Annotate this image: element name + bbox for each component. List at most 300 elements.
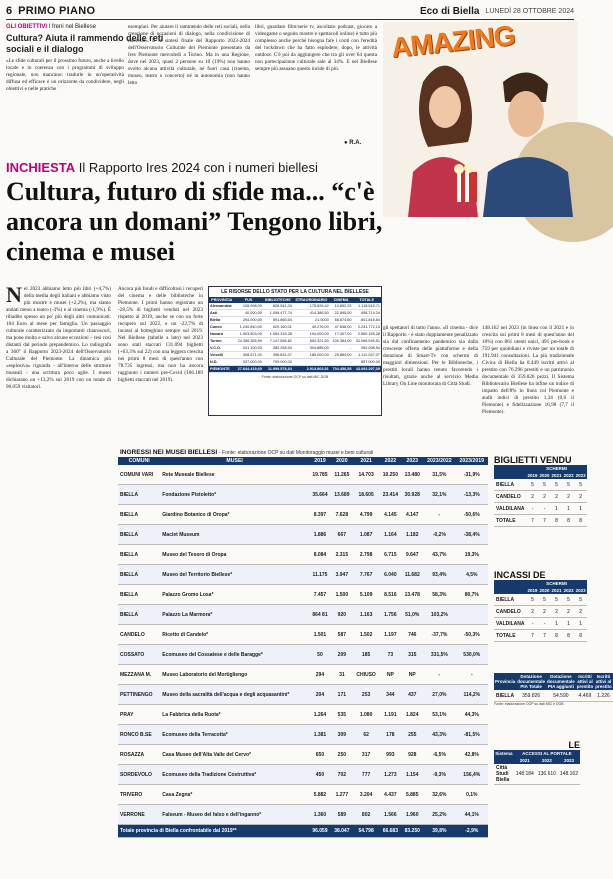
museums-cell: 6.715 bbox=[379, 545, 401, 565]
year-cell: 2020 bbox=[539, 473, 550, 478]
access-label: Sistema bbox=[495, 751, 513, 756]
museums-cell: Casa Museo dell'Alta Valle del Cervo* bbox=[160, 745, 309, 765]
library-header-cell: Dotazione documentale PIA Totale bbox=[517, 674, 546, 689]
museums-header-cell: 2023/2019 bbox=[456, 457, 488, 465]
side-row bbox=[494, 618, 587, 630]
resources-cell: N.D. bbox=[209, 359, 234, 366]
museums-cell: 42,8% bbox=[456, 745, 488, 765]
museums-row bbox=[118, 505, 488, 525]
museums-header-cell: MUSEI bbox=[160, 457, 309, 465]
side-cell: 2 bbox=[575, 606, 587, 618]
side-row bbox=[494, 479, 587, 491]
access-empty bbox=[494, 757, 514, 764]
side-cell: 5 bbox=[551, 479, 563, 491]
museums-cell: SORDEVOLO bbox=[118, 765, 160, 785]
side-cell: 1 bbox=[575, 503, 587, 515]
museums-total-cell: -2,9% bbox=[456, 825, 488, 838]
museums-cell: 928 bbox=[401, 745, 423, 765]
museums-cell: 2.315 bbox=[331, 545, 353, 565]
year-cell: 2022 bbox=[563, 588, 574, 593]
museums-cell: 44,1% bbox=[456, 805, 488, 825]
header-divider bbox=[6, 19, 574, 20]
library-table bbox=[494, 673, 613, 702]
museums-cell: Museo del Tesoro di Oropa bbox=[160, 545, 309, 565]
side-cell: 8 bbox=[563, 630, 575, 642]
resources-cell: 66.874,60 bbox=[330, 317, 353, 324]
side-header-cell bbox=[494, 465, 527, 472]
museums-cell: 93,4% bbox=[423, 565, 455, 585]
access-table bbox=[494, 750, 580, 785]
side-cell: CANDELO bbox=[494, 606, 527, 618]
museums-cell: 114,2% bbox=[456, 685, 488, 705]
museums-cell: -81,5% bbox=[456, 725, 488, 745]
museums-cell: -38,4% bbox=[456, 525, 488, 545]
museums-cell: VERRONE bbox=[118, 805, 160, 825]
resources-cell: - bbox=[330, 359, 353, 366]
resources-table-title: LE RISORSE DELLO STATO PER LA CULTURA NEL BIELLESE bbox=[221, 289, 369, 295]
resources-cell: - bbox=[330, 345, 353, 352]
side-cell: 2 bbox=[575, 491, 587, 503]
museums-row bbox=[118, 545, 488, 565]
museums-cell: BIELLA bbox=[118, 605, 160, 625]
library-cell: 54.590 bbox=[546, 690, 576, 702]
income-panel bbox=[494, 570, 586, 642]
resources-cell: 709.000,00 bbox=[263, 359, 293, 366]
side-row bbox=[494, 515, 587, 527]
poster-brand-text: AMAZING bbox=[389, 19, 516, 64]
museums-cell: 43,3% bbox=[423, 725, 455, 745]
side-cell: BIELLA bbox=[494, 479, 527, 491]
museums-total-cell: 54.798 bbox=[353, 825, 380, 838]
museums-cell: 3.947 bbox=[331, 565, 353, 585]
side-row bbox=[494, 491, 587, 503]
museums-cell: 864 81 bbox=[309, 605, 331, 625]
museums-cell: 1.566 bbox=[379, 805, 401, 825]
museums-cell: PETTINENGO bbox=[118, 685, 160, 705]
museums-cell: - bbox=[423, 505, 455, 525]
side-cell: 8 bbox=[551, 515, 563, 527]
museums-source: - Fonte: elaborazione OCP su dati Monitoraggio musei e beni culturali bbox=[218, 450, 374, 456]
side-cell: 1 bbox=[563, 618, 575, 630]
resources-cell: 47.838,00 bbox=[330, 324, 353, 331]
resources-cell: 24.356.355,59 bbox=[234, 338, 262, 345]
museums-cell: 10.250 bbox=[379, 465, 401, 485]
museums-cell: 2.798 bbox=[353, 545, 380, 565]
income-title: INCASSI DE bbox=[494, 570, 546, 580]
resources-cell: 1.118.518,71 bbox=[353, 303, 381, 310]
library-header-row bbox=[494, 673, 613, 690]
resources-cell: Cuneo bbox=[209, 324, 234, 331]
year-cell: 2021 bbox=[551, 473, 562, 478]
section-title: PRIMO PIANO bbox=[18, 5, 96, 17]
resources-cell: 294.000,00 bbox=[234, 317, 262, 324]
movie-poster-image bbox=[383, 19, 578, 217]
resources-row bbox=[209, 310, 381, 317]
museums-cell: 317 bbox=[353, 745, 380, 765]
side-cell: TOTALE bbox=[494, 630, 527, 642]
access-header-row bbox=[494, 750, 580, 757]
access-year: 2022 bbox=[536, 757, 558, 764]
museums-total-cell: 39,8% bbox=[423, 825, 455, 838]
access-years-row bbox=[494, 757, 580, 764]
museums-cell: 32,1% bbox=[423, 485, 455, 505]
museums-cell: 11.682 bbox=[401, 565, 423, 585]
resources-row bbox=[209, 317, 381, 324]
resources-cell: 654.321,50 bbox=[293, 338, 330, 345]
museums-cell: 80,7% bbox=[456, 585, 488, 605]
museums-header-cell: 2019 bbox=[309, 457, 331, 465]
museums-cell: -50,6% bbox=[456, 505, 488, 525]
resources-cell: 382.258,54 bbox=[263, 345, 293, 352]
resources-cell: 2.231.772,10 bbox=[353, 324, 381, 331]
resources-cell: Biella bbox=[209, 317, 234, 324]
museums-row bbox=[118, 805, 488, 825]
museums-cell: 1.273 bbox=[379, 765, 401, 785]
museums-cell: 50 bbox=[309, 645, 331, 665]
side-cell: - bbox=[539, 618, 551, 630]
resources-cell: 396.831,07 bbox=[263, 352, 293, 359]
year-cell: 2019 bbox=[527, 588, 538, 593]
museums-cell: -13,3% bbox=[456, 485, 488, 505]
museums-cell: BIELLA bbox=[118, 565, 160, 585]
museums-cell: 1.163 bbox=[353, 605, 380, 625]
resources-cell: 341.100,00 bbox=[234, 345, 262, 352]
museums-row bbox=[118, 765, 488, 785]
side-header-row bbox=[494, 580, 587, 587]
resources-cell: 704.456,55 bbox=[330, 366, 353, 373]
museums-cell: 14.703 bbox=[353, 465, 380, 485]
museums-cell: 253 bbox=[353, 685, 380, 705]
resources-header-cell: TOTALE bbox=[353, 297, 381, 303]
access-row bbox=[494, 764, 580, 785]
side-cell: 2 bbox=[539, 606, 551, 618]
resources-cell: 2.914.803,51 bbox=[293, 366, 330, 373]
resources-cell: 10.852,25 bbox=[330, 303, 353, 310]
museums-header-cell: 2020 bbox=[331, 457, 353, 465]
museums-cell: 530,0% bbox=[456, 645, 488, 665]
museums-cell: 0,1% bbox=[456, 785, 488, 805]
side-cell: 5 bbox=[539, 594, 551, 606]
resources-header-cell: FUS bbox=[234, 297, 262, 303]
dropcap: N bbox=[6, 282, 22, 307]
museums-cell: Museo della sacralità dell'acqua e degli acquasantini* bbox=[160, 685, 309, 705]
resources-cell: 620.160,01 bbox=[263, 324, 293, 331]
library-footnote: Fonte: elaborazione OCP su dati MIC e DGB bbox=[494, 702, 564, 706]
museums-cell: 746 bbox=[401, 625, 423, 645]
access-cell: Città Studi Biella bbox=[494, 764, 514, 785]
top-article-col3: libri, guardato film/serie tv, ascoltato podcast, giocato a videogame o seguito mostre e spettacoli online) è tutto più complesso anche perché bisogna fare i conti con l'eredità del lockdown che ha fatto esplodere, dopo, le attività outdoor. C'è poi da aggiungere che tra gli over 64 questa non partecipazione culturale sale al 34%. E nel Biellese sempre più assuano questo incide di più. bbox=[255, 24, 377, 72]
museums-cell: 1.197 bbox=[379, 625, 401, 645]
museums-cell: 3.204 bbox=[353, 785, 380, 805]
side-cell: 7 bbox=[527, 515, 539, 527]
side-cell: 2 bbox=[563, 606, 575, 618]
museums-cell: 4,5% bbox=[456, 565, 488, 585]
resources-cell: 414.386,50 bbox=[293, 310, 330, 317]
museums-cell: -31,9% bbox=[456, 465, 488, 485]
resources-cell: 7.147.558,82 bbox=[263, 338, 293, 345]
side-cell: 5 bbox=[527, 594, 539, 606]
museums-cell: Rete Museale Biellese bbox=[160, 465, 309, 485]
museums-cell: 8.516 bbox=[379, 585, 401, 605]
museums-cell: 315 bbox=[401, 645, 423, 665]
access-cell: 148.184 bbox=[514, 764, 536, 785]
screens-header: SCHERMI bbox=[527, 465, 587, 472]
resources-cell: 11.999.578,64 bbox=[263, 366, 293, 373]
side-row bbox=[494, 606, 587, 618]
side-cell: 5 bbox=[575, 479, 587, 491]
museums-cell: 27,0% bbox=[423, 685, 455, 705]
side-cell: - bbox=[527, 503, 539, 515]
access-cell: 136.610 bbox=[536, 764, 558, 785]
museums-cell: 35.664 bbox=[309, 485, 331, 505]
museums-table bbox=[118, 448, 488, 838]
kicker-label-inchiesta: INCHIESTA bbox=[6, 160, 76, 175]
museums-cell: 1.886 bbox=[309, 525, 331, 545]
library-cell: 4.469 bbox=[576, 690, 595, 702]
resources-header-cell: STRAORDINARIO bbox=[293, 297, 330, 303]
side-cell: 8 bbox=[563, 515, 575, 527]
resources-cell: 591.865,54 bbox=[263, 317, 293, 324]
side-cell: 5 bbox=[551, 594, 563, 606]
museums-cell: 185 bbox=[353, 645, 380, 665]
museums-row bbox=[118, 685, 488, 705]
museums-cell: 587 bbox=[331, 625, 353, 645]
access-header: ACCESSI AL PORTALE bbox=[514, 750, 580, 757]
kicker-label: GLI OBIETTIVI bbox=[6, 24, 48, 30]
side-cell: 5 bbox=[527, 479, 539, 491]
resources-grid bbox=[209, 297, 381, 373]
museums-cell: 437 bbox=[401, 685, 423, 705]
resources-cell: 1.903.503,00 bbox=[234, 331, 262, 338]
museums-cell: Giardino Botanico di Oropa* bbox=[160, 505, 309, 525]
museums-cell: 11.265 bbox=[331, 465, 353, 485]
library-header-cell: Dotazione documentale PIA aggiunti bbox=[547, 674, 575, 689]
museums-cell: 1.501 bbox=[309, 625, 331, 645]
side-years-row bbox=[494, 472, 587, 479]
resources-cell: 40.000,00 bbox=[234, 310, 262, 317]
side-cell: - bbox=[539, 503, 551, 515]
museums-cell: 32,6% bbox=[423, 785, 455, 805]
museums-cell: 344 bbox=[379, 685, 401, 705]
museums-cell: 18.605 bbox=[353, 485, 380, 505]
resources-header-cell: CINEMA bbox=[330, 297, 353, 303]
museums-cell: BIELLA bbox=[118, 525, 160, 545]
screens-header: SCHERMI bbox=[527, 580, 587, 587]
museums-cell: La Fabbrica della Ruota* bbox=[160, 705, 309, 725]
side-cell: 1 bbox=[575, 618, 587, 630]
museums-header-cell: 2023/2022 bbox=[423, 457, 455, 465]
side-row bbox=[494, 594, 587, 606]
museums-total-label: Totale provincia di Biella confrontabile dal 2019** bbox=[118, 825, 309, 838]
top-article-col1: «Le sfide culturali per il prossimo futuro, anche a livello locale e in coerenza con i programmi di sviluppo regionale, non mancano: tradurle in un'operatività diffusa ed efficace è un orizzonte da condividere, negli obiettivi e nelle pratiche bbox=[6, 58, 124, 92]
section-kicker bbox=[6, 160, 318, 175]
museums-cell: Museo del Territorio Biellese* bbox=[160, 565, 309, 585]
museums-total-cell: 38.047 bbox=[331, 825, 353, 838]
side-header-cell bbox=[494, 580, 527, 587]
museums-cell: 11.175 bbox=[309, 565, 331, 585]
resources-cell: Vercelli bbox=[209, 352, 234, 359]
museums-cell: 103,2% bbox=[423, 605, 455, 625]
museums-cell: 44,3% bbox=[456, 705, 488, 725]
museums-cell: 9.647 bbox=[401, 545, 423, 565]
museums-cell: 667 bbox=[331, 525, 353, 545]
access-title: LE bbox=[568, 740, 580, 750]
museums-cell: 178 bbox=[379, 725, 401, 745]
resources-cell: 308.571,00 bbox=[234, 352, 262, 359]
museums-cell: 1.824 bbox=[401, 705, 423, 725]
museums-cell: 6.040 bbox=[379, 565, 401, 585]
library-cell: 359.826 bbox=[516, 690, 546, 702]
museums-table-title bbox=[118, 448, 488, 457]
resources-row bbox=[209, 338, 381, 345]
main-headline: Cultura, futuro di sfide ma... “c'è ancora un domani” Tengono libri, cinema e musei bbox=[6, 177, 383, 266]
museums-cell: NP bbox=[401, 665, 423, 685]
resources-cell: 828.541,04 bbox=[263, 303, 293, 310]
museums-cell: 1.191 bbox=[379, 705, 401, 725]
museums-cell: Ricetto di Candelo* bbox=[160, 625, 309, 645]
museums-row bbox=[118, 705, 488, 725]
side-cell: TOTALE bbox=[494, 515, 527, 527]
body-col1 bbox=[6, 282, 112, 871]
resources-cell: 1.240.840,00 bbox=[234, 324, 262, 331]
access-panel bbox=[494, 740, 580, 785]
museums-cell: 73 bbox=[379, 645, 401, 665]
resources-cell: Torino bbox=[209, 338, 234, 345]
museums-cell: MEZZANA M. bbox=[118, 665, 160, 685]
resources-cell: 958.714,24 bbox=[353, 310, 381, 317]
newspaper-name: Eco di Biella bbox=[419, 5, 480, 17]
museums-cell: Palazzo Gromo Losa* bbox=[160, 585, 309, 605]
museums-row bbox=[118, 485, 488, 505]
resources-cell: 1.094.316,28 bbox=[263, 331, 293, 338]
museums-cell: 31,5% bbox=[423, 465, 455, 485]
museums-total-row bbox=[118, 825, 488, 838]
museums-cell: 7.457 bbox=[309, 585, 331, 605]
body-col3: gli spettatori di tutto l'anno. «Il cinema - dice il Rapporto - è stato doppiamente penalizzato sia dal confinamento pandemico sia dalla crescente offerta delle piattaforme e della dotazione di Smart-Tv con schermi di maggiori dimensioni. Per le Biblioteche, i prestiti locali hanno tenuto favorendo i risultati, grazie anche al servizio Media Library On Line monitorata di Città Studi. bbox=[383, 325, 478, 387]
kicker-subtitle: Il Rapporto Ires 2024 con i numeri biellesi bbox=[78, 160, 318, 175]
museums-cell: 294 bbox=[309, 665, 331, 685]
library-header-cell: Provincia bbox=[494, 673, 516, 690]
museums-cell: 1.360 bbox=[309, 805, 331, 825]
body-col2: Ancora più fondi e difficoltosi i recuperi del cinema e delle biblioteche in Piemonte. I primi hanno registrato un -28,5% di biglietti venduti nel 2023 rispetto al 2019, anche se con un forte recupero sul 2022, e un -22,7% di incassi al botteghino sempre sul 2019. Nel Biellese (tabelle a lato) nel 2023 sono stati staccati 131.094 biglietti (+63,3% sul 22) con una leggera crescita nei primi 8 mesi di quest'anno con 78.735 ingressi, ma non ha ancora raggiunto i numeri pre-Covid (166.189 biglietti staccati nel 2019). bbox=[118, 286, 203, 383]
museums-cell: BIELLA bbox=[118, 485, 160, 505]
museums-cell: 204 bbox=[309, 685, 331, 705]
side-cell: 7 bbox=[539, 515, 551, 527]
museums-row bbox=[118, 565, 488, 585]
resources-header-cell: PROVINCIA bbox=[209, 297, 234, 303]
resources-footnote: Fonte: elaborazione OCP su dati MiC-DGB bbox=[261, 375, 329, 379]
year-cell: 2020 bbox=[539, 588, 550, 593]
issue-date: LUNEDÌ 28 OTTOBRE 2024 bbox=[485, 7, 574, 15]
museums-cell: 589 bbox=[331, 805, 353, 825]
museums-cell: 5.885 bbox=[401, 785, 423, 805]
museums-cell: 19.785 bbox=[309, 465, 331, 485]
resources-cell: 43.092.297,39 bbox=[353, 366, 381, 373]
resources-cell: V.C.O. bbox=[209, 345, 234, 352]
museums-cell: 13.478 bbox=[401, 585, 423, 605]
side-cell: 2 bbox=[551, 491, 563, 503]
museums-cell: TRIVERO bbox=[118, 785, 160, 805]
side-cell: 2 bbox=[539, 491, 551, 503]
museums-row bbox=[118, 605, 488, 625]
museums-cell: 1.087 bbox=[353, 525, 380, 545]
body-col1-text: el 2023 abbiamo letto più libri (+4,7%) della media degli italiani e abbiamo visto più mostre e musei (+2,2%), ma siamo andati meno a teatro (-3%) e al cinema (-1,9%). È ribadito spesso un po' più degli altri comunicati: 104 Euro al mese per famiglia. Un passaggio culturale caratterizzato da importanti chiaroscuri, ma pone molto e salvo alcune eccezioni – resi così distanti dal periodo prepandemico. Lo radiografa a 360° il Rapporto 2023-2024 dell'Osservatorio Culturale del Piemonte. La dinamica più «esplosiva» riguarda - all'interno delle strutture museali - una scrittura poco agile. I musei dichiarano un +13,2% sul 2019 con un totale di 96.059 visitatori. bbox=[6, 286, 112, 390]
page-number: 6 bbox=[6, 5, 13, 17]
museums-cell: Ecomuseo del Cossatese e delle Baragge* bbox=[160, 645, 309, 665]
museums-cell: 1.154 bbox=[401, 765, 423, 785]
tickets-title: BIGLIETTI VENDU bbox=[494, 455, 572, 465]
side-cell: 2 bbox=[527, 606, 539, 618]
resources-cell: 2.580.155,28 bbox=[353, 331, 381, 338]
museums-cell: BIELLA bbox=[118, 505, 160, 525]
museums-cell: 777 bbox=[353, 765, 380, 785]
side-cell: 2 bbox=[551, 606, 563, 618]
resources-cell: Asti bbox=[209, 310, 234, 317]
museums-cell: 5.109 bbox=[353, 585, 380, 605]
museums-cell: Ecomuseo della Tradizione Costruttiva* bbox=[160, 765, 309, 785]
museums-header-cell: 2021 bbox=[353, 457, 380, 465]
side-cell: 5 bbox=[563, 594, 575, 606]
resources-cell: 304.885,00 bbox=[293, 345, 330, 352]
museums-cell: COMUNI VARI bbox=[118, 465, 160, 485]
year-cell: 2022 bbox=[563, 473, 574, 478]
museums-cell: 8.084 bbox=[309, 545, 331, 565]
top-article-col2: esemplari. Per aiutare il rammendo delle reti sociali, nella creazione di occasioni di dialogo, nella condivisione di interessi». È la sintesi finale del Rapporto 2023-2024 dell'Osservatorio Culturale del Piemonte presentato da Ires Piemonte mercoledì a Torino. Ma in una Regione, dove nel 2023, quasi 2 persone su 10 (19%) non hanno svolto alcuna attività culturale, né fuori casa (cinema, museo, teatro o concerto) né in autonomia (non hanno letto bbox=[128, 24, 250, 86]
resources-cell: 22.895,00 bbox=[330, 310, 353, 317]
museums-cell: Casa Zegna* bbox=[160, 785, 309, 805]
museums-cell: Ecomuseo della Terracotta* bbox=[160, 725, 309, 745]
resources-cell: 32.068.545,51 bbox=[353, 338, 381, 345]
museums-cell: 7.628 bbox=[331, 505, 353, 525]
side-cell: 8 bbox=[575, 630, 587, 642]
resources-row bbox=[209, 352, 381, 359]
side-cell: 5 bbox=[575, 594, 587, 606]
museums-cell: COSSATO bbox=[118, 645, 160, 665]
museums-row bbox=[118, 525, 488, 545]
museums-cell: 535 bbox=[331, 705, 353, 725]
access-year: 2021 bbox=[514, 757, 536, 764]
museums-cell: 1.182 bbox=[401, 525, 423, 545]
museums-row bbox=[118, 645, 488, 665]
resources-cell: 175.826,42 bbox=[293, 303, 330, 310]
museums-cell: RONCO B.SE bbox=[118, 725, 160, 745]
year-cell: 2023 bbox=[575, 588, 586, 593]
library-header-cell: Iscritti attivi al prestito bbox=[595, 674, 612, 689]
resources-cell: 1.059.477,74 bbox=[263, 310, 293, 317]
museums-cell: 171 bbox=[331, 685, 353, 705]
museums-cell: -37,7% bbox=[423, 625, 455, 645]
side-cell: 2 bbox=[563, 491, 575, 503]
museums-row bbox=[118, 465, 488, 485]
museums-row bbox=[118, 665, 488, 685]
museums-header-cell: COMUNI bbox=[118, 457, 160, 465]
museums-cell: 255 bbox=[401, 725, 423, 745]
side-cell: 1 bbox=[551, 503, 563, 515]
museums-cell: 8.397 bbox=[309, 505, 331, 525]
museums-cell: 53,1% bbox=[423, 705, 455, 725]
resources-row bbox=[209, 359, 381, 366]
year-cell: 2021 bbox=[551, 588, 562, 593]
year-cell: 2019 bbox=[527, 473, 538, 478]
side-cell: - bbox=[527, 618, 539, 630]
museums-row bbox=[118, 585, 488, 605]
museums-cell: 4.437 bbox=[379, 785, 401, 805]
side-cell: 7 bbox=[527, 630, 539, 642]
museums-cell: 58,3% bbox=[423, 585, 455, 605]
resources-cell: Novara bbox=[209, 331, 234, 338]
side-cell: 5 bbox=[563, 479, 575, 491]
museums-title-text: INGRESSI NEI MUSEI BIELLESI bbox=[120, 449, 218, 456]
